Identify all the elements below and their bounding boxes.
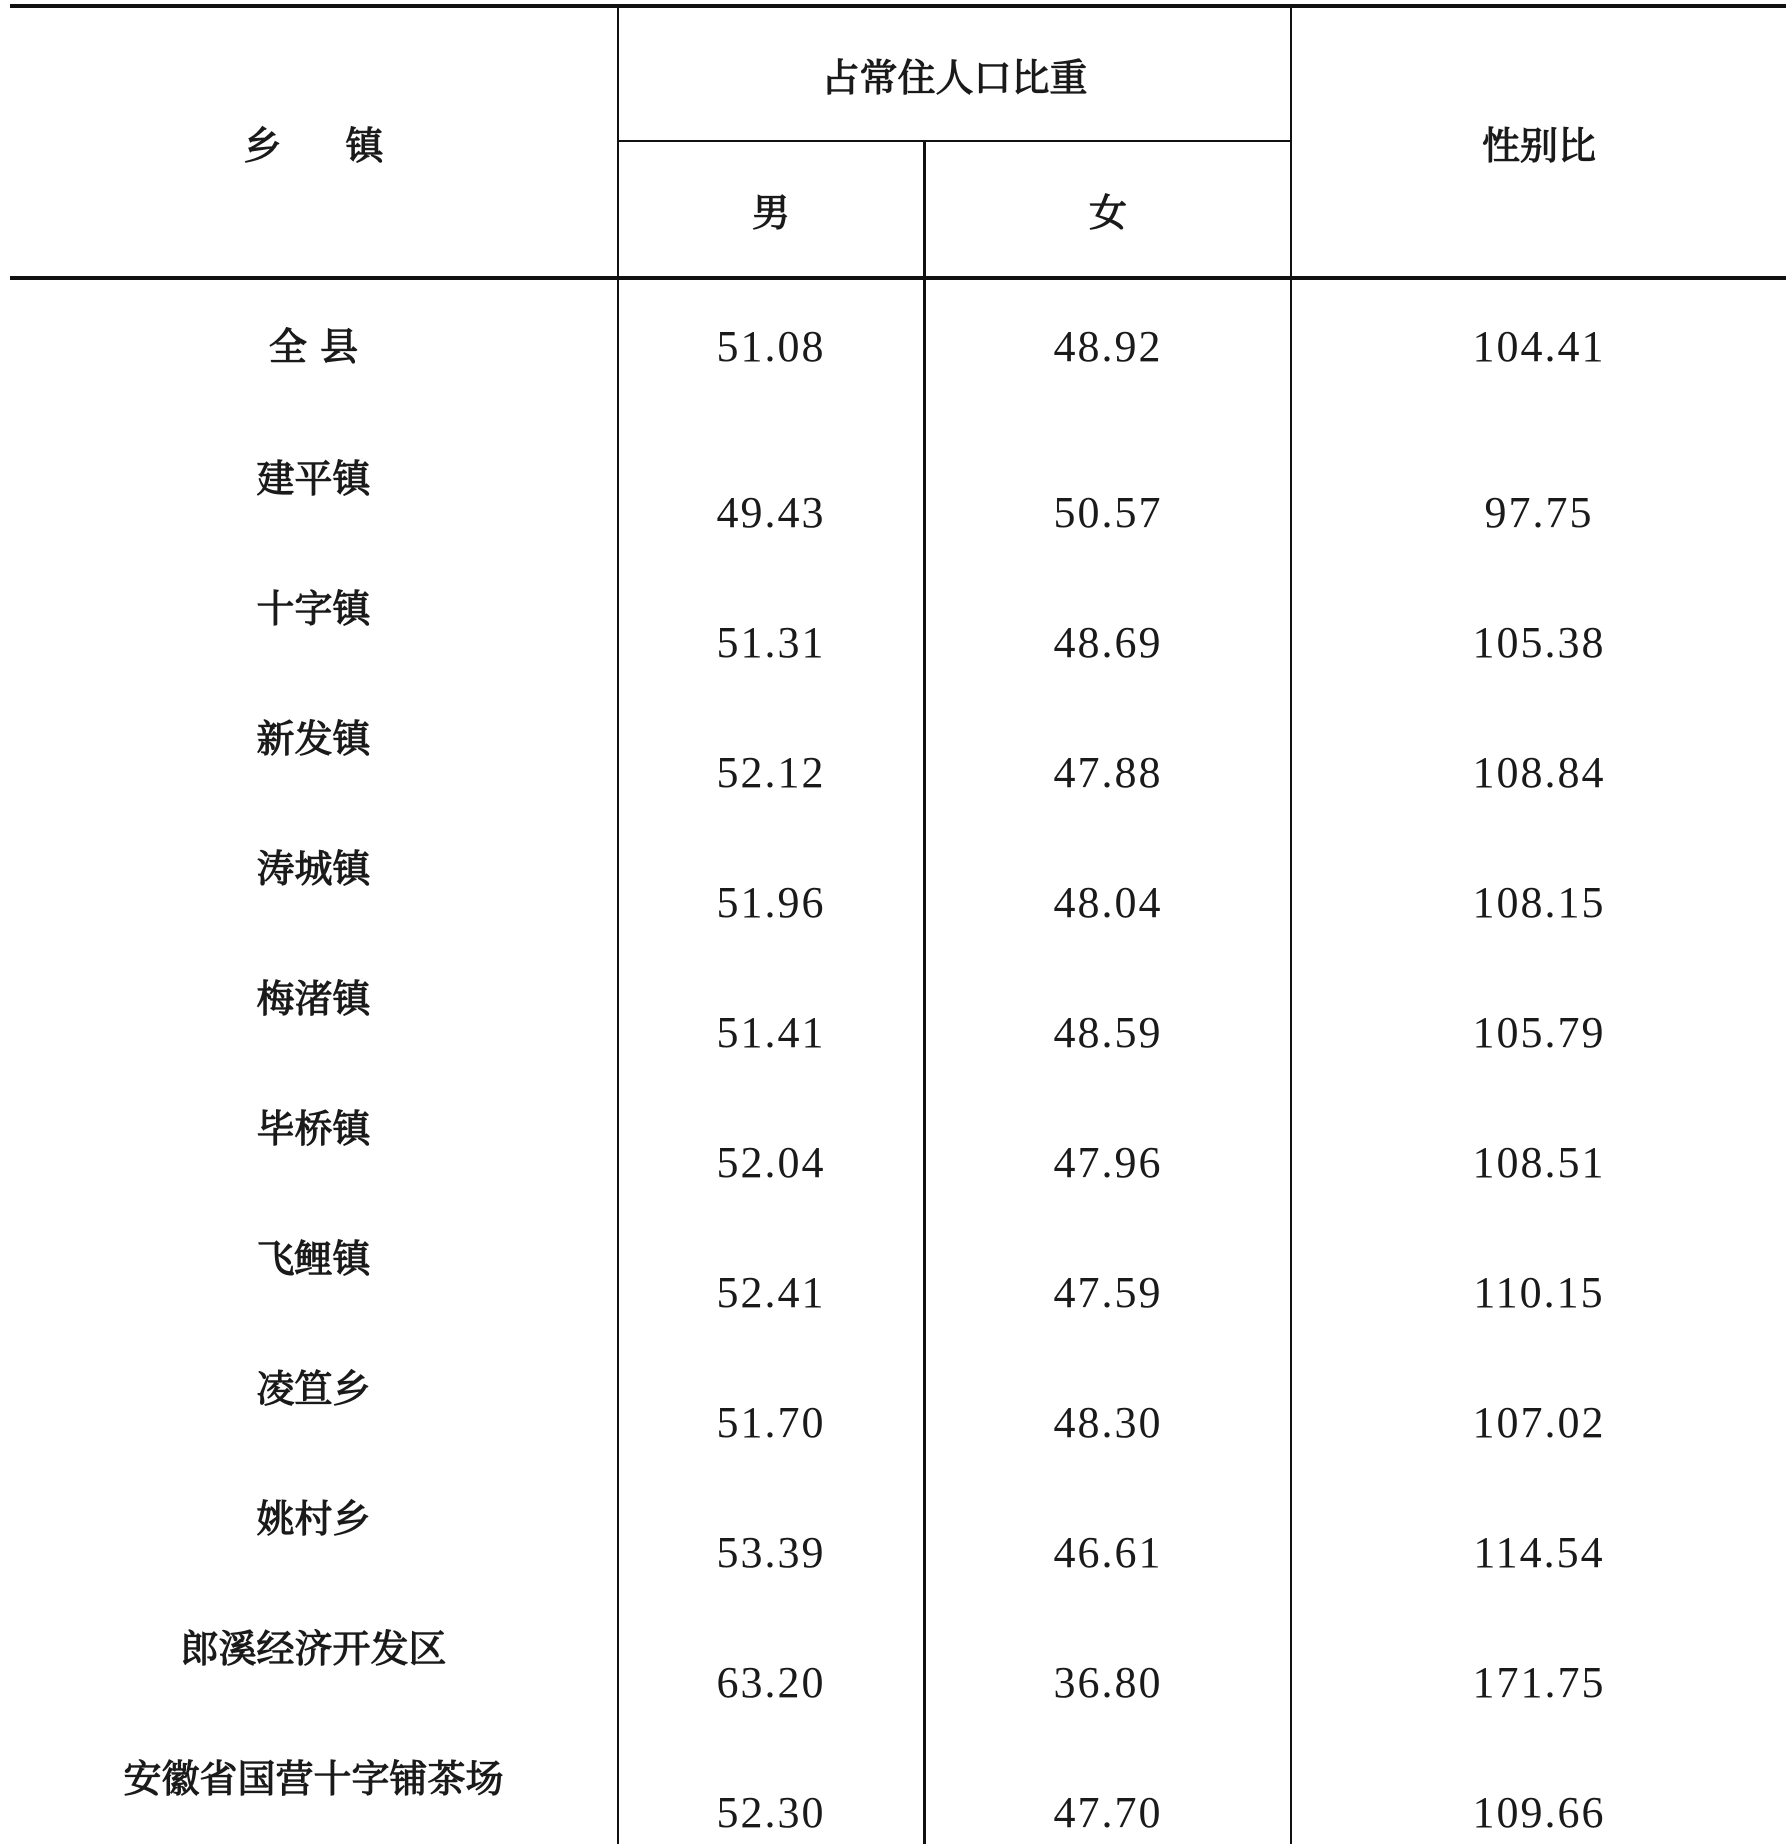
male-share: 52.04 <box>716 1138 826 1187</box>
male-share: 51.70 <box>716 1398 826 1447</box>
table-row <box>0 716 1786 846</box>
male-share: 63.20 <box>716 1658 826 1707</box>
header-sex-ratio: 性别比 <box>1481 123 1596 168</box>
header-population-share: 占常住人口比重 <box>821 55 1088 100</box>
male-share: 51.96 <box>716 878 826 927</box>
header-township-char: 乡 <box>243 123 282 168</box>
sex-ratio: 108.51 <box>1472 1138 1606 1187</box>
female-share: 36.80 <box>1053 1658 1163 1707</box>
male-share: 49.43 <box>716 488 826 537</box>
sex-ratio: 97.75 <box>1484 488 1594 537</box>
township-name: 姚村乡 <box>256 1497 371 1541</box>
township-name: 凌笪乡 <box>256 1367 371 1411</box>
sex-ratio: 105.79 <box>1472 1008 1606 1057</box>
sex-ratio: 110.15 <box>1473 1268 1605 1317</box>
table-row <box>0 846 1786 976</box>
male-share: 51.31 <box>716 618 826 667</box>
sex-ratio: 105.38 <box>1472 618 1606 667</box>
female-share: 48.04 <box>1053 878 1163 927</box>
township-name: 十字镇 <box>256 587 371 631</box>
female-share: 47.88 <box>1053 748 1163 797</box>
table-row <box>0 1496 1786 1626</box>
male-share: 51.08 <box>716 322 826 371</box>
male-share: 51.41 <box>716 1008 826 1057</box>
female-share: 47.70 <box>1053 1788 1163 1837</box>
table-row <box>0 1366 1786 1496</box>
township-name: 涛城镇 <box>256 847 371 891</box>
male-share: 52.12 <box>716 748 826 797</box>
township-name: 飞鲤镇 <box>256 1237 371 1281</box>
sex-ratio: 108.84 <box>1472 748 1606 797</box>
table-row <box>0 1756 1786 1844</box>
female-share: 48.69 <box>1053 618 1163 667</box>
table-row <box>0 1626 1786 1756</box>
female-share: 46.61 <box>1053 1528 1163 1577</box>
table-row <box>0 280 1786 410</box>
table-row <box>0 1106 1786 1236</box>
female-share: 48.92 <box>1053 322 1163 371</box>
sex-ratio: 107.02 <box>1472 1398 1606 1447</box>
township-name: 建平镇 <box>256 457 371 501</box>
township-name: 毕桥镇 <box>256 1107 371 1151</box>
male-share: 52.41 <box>716 1268 826 1317</box>
table-row <box>0 456 1786 586</box>
township-name: 安徽省国营十字铺茶场 <box>123 1757 504 1801</box>
township-name: 梅渚镇 <box>256 977 371 1021</box>
female-share: 47.59 <box>1053 1268 1163 1317</box>
female-share: 48.59 <box>1053 1008 1163 1057</box>
table-row <box>0 976 1786 1106</box>
header-female: 女 <box>1088 190 1127 235</box>
sex-ratio: 114.54 <box>1473 1528 1605 1577</box>
male-share: 52.30 <box>716 1788 826 1837</box>
header-township <box>10 8 617 276</box>
header-township-char: 镇 <box>345 123 384 168</box>
table-row <box>0 586 1786 716</box>
sex-ratio: 108.15 <box>1472 878 1606 927</box>
township-name: 郎溪经济开发区 <box>180 1627 447 1671</box>
sex-ratio: 104.41 <box>1472 322 1606 371</box>
female-share: 48.30 <box>1053 1398 1163 1447</box>
header-male: 男 <box>751 190 790 235</box>
female-share: 50.57 <box>1053 488 1163 537</box>
female-share: 47.96 <box>1053 1138 1163 1187</box>
male-share: 53.39 <box>716 1528 826 1577</box>
sex-ratio: 171.75 <box>1472 1658 1606 1707</box>
table-row <box>0 1236 1786 1366</box>
sex-ratio: 109.66 <box>1472 1788 1606 1837</box>
township-name: 全 县 <box>268 325 359 369</box>
township-name: 新发镇 <box>256 717 371 761</box>
